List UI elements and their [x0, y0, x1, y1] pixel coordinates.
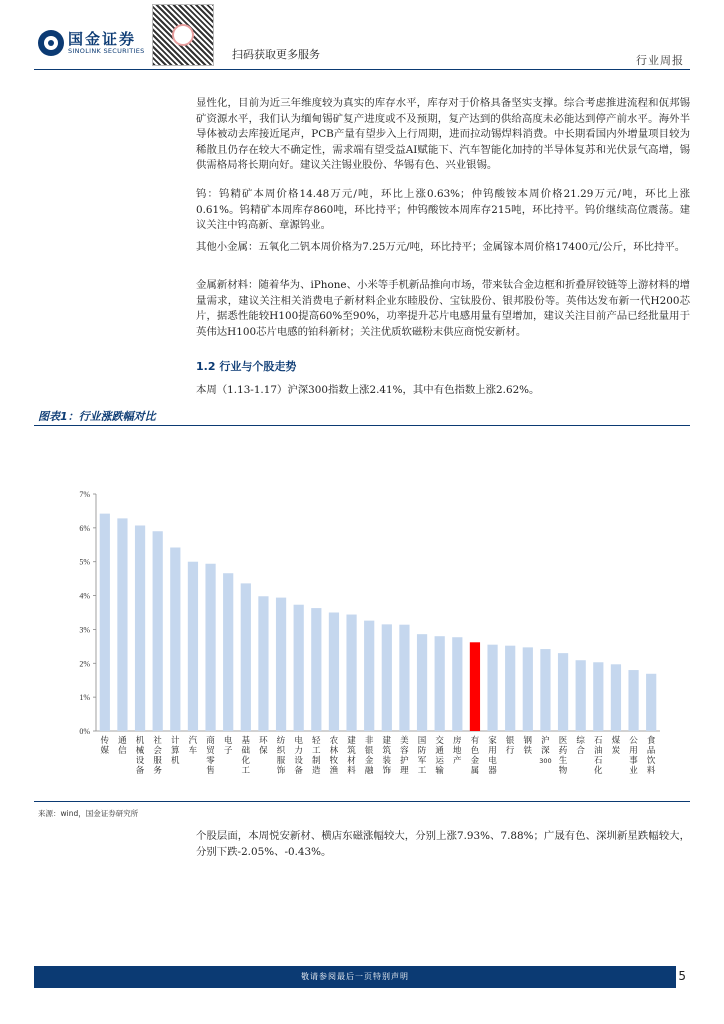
y-tick-label: 1% — [79, 693, 90, 703]
bar-11 — [294, 605, 304, 731]
bar-20 — [452, 637, 462, 731]
x-tick-label: 公用事业 — [629, 736, 638, 776]
bar-16 — [382, 624, 392, 731]
bar-28 — [593, 662, 603, 731]
x-tick-label: 房地产 — [453, 736, 462, 766]
bar-26 — [558, 653, 568, 731]
figure-divider-bottom — [34, 801, 690, 802]
x-tick-label: 国防军工 — [417, 736, 427, 776]
x-tick-label: 美容护理 — [400, 736, 409, 776]
y-tick-label: 6% — [79, 523, 90, 533]
x-tick-label: 食品饮料 — [646, 736, 656, 776]
paragraph-tungsten: 钨：钨精矿本周价格14.48万元/吨，环比上涨0.63%；仲钨酸铵本周价格21.29万元/吨，环比上涨0.61%。钨精矿本周库存860吨，环比持平；仲钨酸铵本周库存215吨，环比持平。钨价继续高位震荡。建议关注中钨高新、章源钨业。 — [196, 188, 690, 232]
x-axis-labels — [101, 735, 656, 776]
bar-7 — [223, 573, 233, 731]
x-tick-label: 综合 — [576, 736, 585, 756]
industry-change-bar-chart — [64, 484, 664, 784]
y-tick-label: 5% — [79, 557, 90, 567]
bar-6 — [205, 564, 215, 731]
bar-2 — [135, 525, 145, 731]
x-tick-label: 环保 — [259, 736, 268, 756]
y-tick-label: 2% — [79, 659, 90, 669]
bar-13 — [329, 613, 339, 732]
report-type: 行业周报 — [636, 54, 684, 67]
x-tick-label: 交通运输 — [435, 736, 444, 776]
bar-8 — [241, 583, 251, 731]
bars — [100, 514, 657, 731]
bar-10 — [276, 598, 286, 731]
x-tick-label: 传媒 — [100, 736, 110, 756]
bar-25 — [540, 649, 550, 731]
x-tick-label: 非银金融 — [364, 736, 374, 776]
bar-4 — [170, 547, 180, 731]
x-tick-label: 汽车 — [188, 736, 198, 756]
x-tick-label: 轻工制造 — [312, 736, 321, 776]
bar-27 — [576, 660, 586, 731]
bar-9 — [258, 596, 268, 731]
qr-caption: 扫码获取更多服务 — [232, 48, 320, 61]
x-tick-label: 社会服务 — [153, 736, 162, 776]
brand-name-cn: 国金证券 — [68, 30, 137, 48]
y-tick-label: 3% — [79, 625, 90, 635]
x-tick-label: 建筑装饰 — [382, 736, 392, 776]
x-tick-label: 计算机 — [171, 736, 180, 766]
x-tick-label: 纺织服饰 — [276, 736, 286, 776]
x-tick-label: 银行 — [505, 736, 515, 756]
bar-30 — [628, 670, 638, 731]
y-tick-label: 4% — [79, 591, 90, 601]
bar-29 — [611, 664, 621, 731]
bar-19 — [435, 636, 445, 731]
bar-0 — [100, 514, 110, 731]
x-tick-label: 石油石化 — [594, 736, 603, 776]
brand-logo — [38, 30, 145, 56]
section-title: 1.2 行业与个股走势 — [196, 360, 297, 373]
x-tick-label: 基础化工 — [241, 736, 251, 776]
bar-24 — [523, 647, 533, 731]
bar-5 — [188, 562, 198, 731]
x-tick-label: 煤炭 — [611, 736, 621, 756]
paragraph-stocks: 个股层面，本周悦安新材、横店东磁涨幅较大，分别上涨7.93%、7.88%；广晟有色、深圳新星跌幅较大，分别下跌-2.05%、-0.43%。 — [196, 830, 690, 858]
brand-logo-icon — [38, 30, 64, 56]
bar-3 — [153, 531, 163, 731]
bar-14 — [346, 615, 356, 731]
x-tick-label: 沪深 300 — [539, 736, 552, 765]
bar-12 — [311, 608, 321, 731]
x-tick-label: 家用电器 — [488, 736, 497, 776]
x-tick-label: 电子 — [223, 736, 233, 756]
paragraph-index-summary: 本周（1.13-1.17）沪深300指数上涨2.41%，其中有色指数上涨2.62%。 — [196, 384, 540, 396]
brand-name-en: SINOLINK SECURITIES — [68, 47, 145, 55]
bar-17 — [399, 625, 409, 731]
qr-code-icon[interactable] — [152, 4, 214, 66]
x-tick-label: 农林牧渔 — [329, 736, 339, 776]
bar-18 — [417, 634, 427, 731]
bar-31 — [646, 674, 656, 731]
bar-15 — [364, 621, 374, 731]
x-tick-label: 机械设备 — [135, 736, 145, 776]
qr-center-logo-icon — [172, 24, 194, 46]
bar-23 — [505, 646, 515, 731]
figure-title: 图表1：行业涨跌幅对比 — [38, 410, 156, 423]
bar-22 — [487, 645, 497, 731]
x-tick-label: 有色金属 — [470, 736, 480, 776]
header-divider — [34, 69, 690, 70]
x-tick-label: 商贸零售 — [206, 736, 215, 776]
x-tick-label: 电力设备 — [294, 736, 303, 776]
figure-source: 来源：wind，国金证券研究所 — [38, 809, 139, 818]
x-tick-label: 通信 — [118, 736, 127, 756]
x-tick-label: 医药生物 — [558, 736, 568, 776]
y-tick-label: 7% — [79, 490, 90, 499]
y-tick-label: 0% — [79, 727, 90, 736]
paragraph-minor-metals: 其他小金属：五氧化二钒本周价格为7.25万元/吨，环比持平；金属镓本周价格17400元/公斤，环比持平。 — [196, 241, 686, 253]
x-tick-label: 建筑材料 — [347, 736, 356, 776]
bar-1 — [117, 518, 127, 731]
paragraph-new-materials: 金属新材料：随着华为、iPhone、小米等手机新品推向市场，带来钛合金边框和折叠屏铰链等上游材料的增量需求，建议关注相关消费电子新材料企业东睦股份、宝钛股份、银邦股份等。英伟达发布新一代H200芯片，据悉性能较H100提高60%至90%，功率提升芯片电感用量有望增加，建议关注目前产品已经批量用于英伟达H100芯片电感的铂科新材；关注优质软磁粉末供应商悦安新材。 — [196, 279, 690, 338]
footer-bar — [34, 966, 676, 988]
footer-disclaimer: 敬请参阅最后一页特别声明 — [301, 972, 409, 981]
figure-divider-top — [34, 425, 690, 426]
paragraph-tin: 显性化，目前为近三年维度较为真实的库存水平，库存对于价格具备坚实支撑。综合考虑推进流程和佤邦锡矿资源水平，我们认为缅甸锡矿复产进度或不及预期，复产达到的供给高度未必能达到停产前水平。海外半导体被动去库接近尾声，PCB产量有望步入上行周期，进而拉动锡焊料消费。中长期看国内外增量项目较为稀散且仍存在较大不确定性，需求端有望受益AI赋能下、汽车智能化加持的半导体复苏和光伏景气高增，锡供需格局将长期向好。建议关注锡业股份、华锡有色、兴业银锡。 — [196, 97, 690, 172]
x-tick-label: 钢铁 — [523, 736, 533, 756]
bar-21 — [470, 642, 480, 731]
page-number: 5 — [678, 969, 686, 983]
